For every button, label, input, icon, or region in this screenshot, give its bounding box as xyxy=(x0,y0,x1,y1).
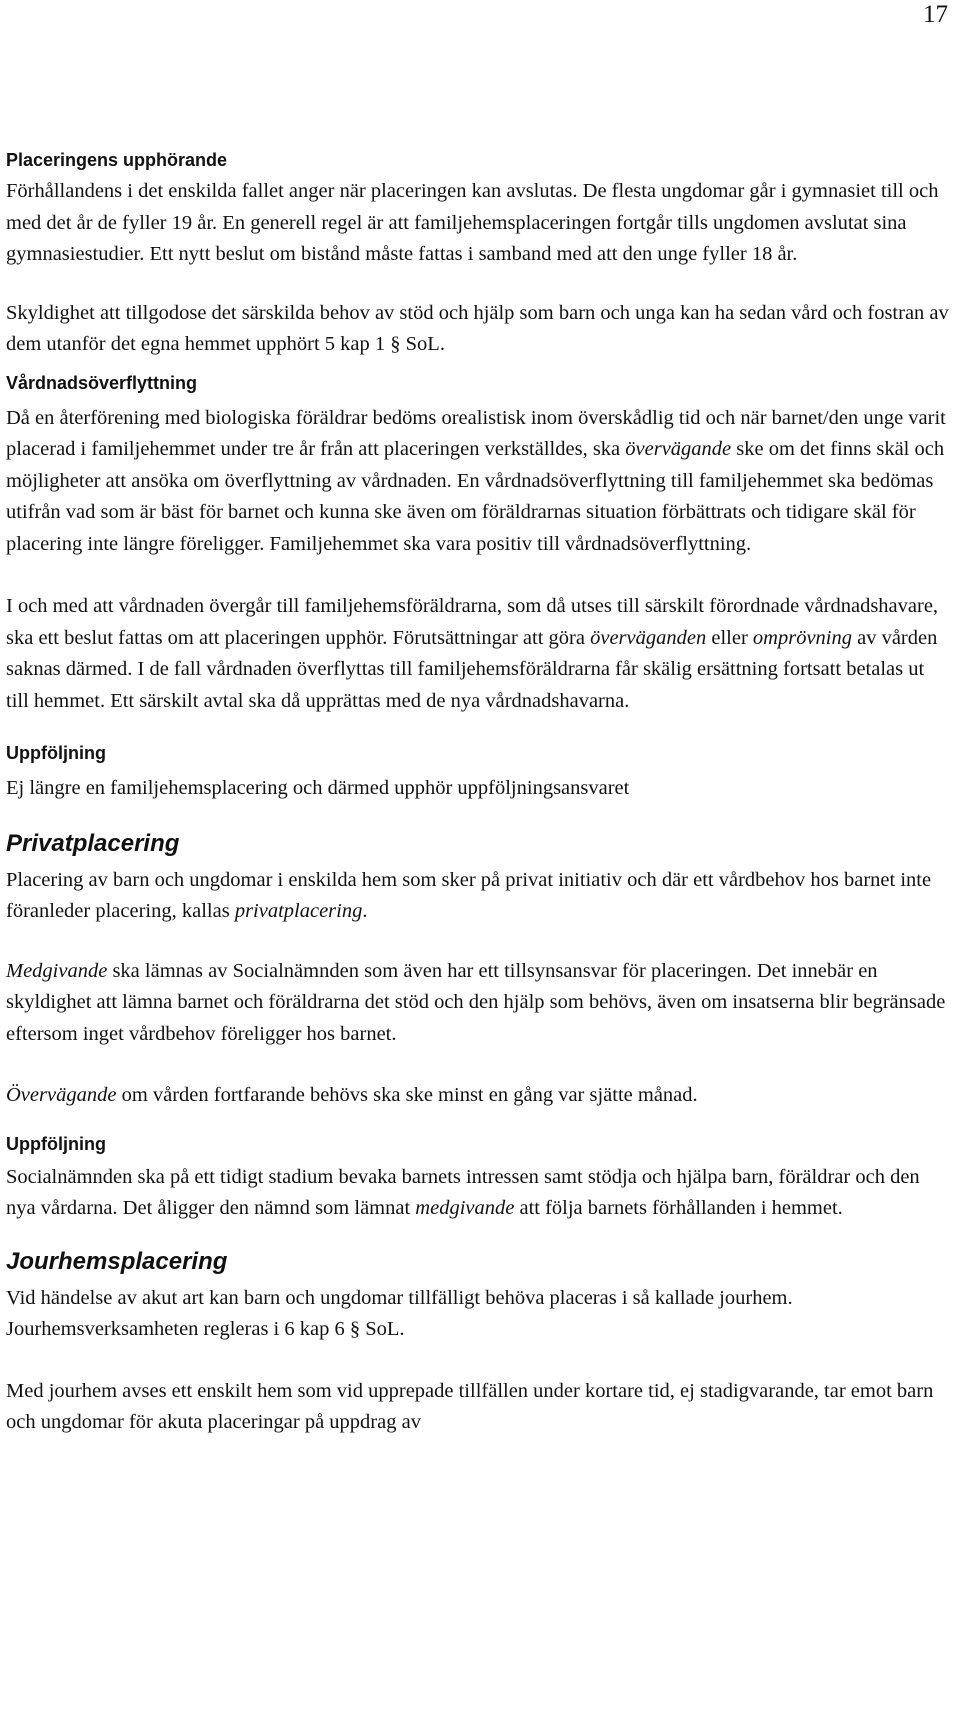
text-run: ska lämnas av Socialnämnden som även har ett tillsynsansvar för placeringen. Det innebär en skyldighet att lämna barnet och föräldrarna det stöd och den hjälp som behövs, även om insatserna blir begränsade eftersom inget vårdbehov föreligger hos barnet. xyxy=(6,959,946,1045)
text-run: . xyxy=(362,900,368,922)
paragraph xyxy=(6,956,950,1051)
text-run: eller xyxy=(706,626,753,649)
page-number: 17 xyxy=(923,1,948,28)
heading-uppfoljning: Uppföljning xyxy=(6,1133,106,1154)
text-run: av vården saknas därmed. I de fall vårdnaden överflyttas till familjehemsföräldrarna får skälig ersättning fortsatt betalas ut till hemmet. Ett särskilt avtal ska då upprättas med de nya vårdnadshavarna. xyxy=(6,626,938,712)
paragraph xyxy=(6,591,950,717)
section-uppfoljning xyxy=(6,741,950,805)
paragraph xyxy=(6,1080,950,1112)
heading-privatplacering: Privatplacering xyxy=(6,829,180,857)
section-uppfoljning-2 xyxy=(6,1132,950,1225)
paragraph xyxy=(6,865,950,928)
section-placeringens-upphorande xyxy=(6,148,950,361)
paragraph: Med jourhem avses ett enskilt hem som vid upprepade tillfällen under kortare tid, ej stadigvarande, tar emot barn och ungdomar för akuta placeringar på uppdrag av xyxy=(6,1379,934,1433)
paragraph: Ej längre en familjehemsplacering och därmed upphör uppföljningsansvaret xyxy=(6,777,630,799)
text-run: ske om det finns skäl och möjligheter att ansöka om överflyttning av vårdnaden. En vårdnadsöverflyttning till familjehemmet ska bedömas utifrån vad som är bäst för barnet och kunna ske även om föräldrarnas situation förbättrats och tidigare skäl för placering inte längre föreligger. Familjehemmet ska vara positiv till vårdnadsöverflyttning. xyxy=(6,438,945,555)
document-body xyxy=(6,148,950,1439)
text-run: I och med att vårdnaden övergår till familjehemsföräldrarna, som då utses till särskilt förordnade vårdnadshavare, ska ett beslut fattas om att placeringen upphör. Förutsättningar att göra xyxy=(6,595,939,649)
text-run: Då en återförening med biologiska föräldrar bedöms orealistisk inom överskådlig tid och när barnet/den unge varit placerad i familjehemmet under tre år från att placeringen verkställdes, ska xyxy=(6,406,946,460)
paragraph xyxy=(6,403,950,561)
text-run: att följa barnets förhållanden i hemmet. xyxy=(514,1197,843,1219)
heading-vardnadsoverflyttning: Vårdnadsöverflyttning xyxy=(6,372,198,393)
paragraph: Förhållandens i det enskilda fallet anger när placeringen kan avslutas. De flesta ungdomar går i gymnasiet till och med det år de fyller 19 år. En generell regel är att familjehemsplaceringen fortgår tills ungdomen avslutat sina gymnasiestudier. Ett nytt beslut om bistånd måste fattas i samband med att den unge fyller 18 år. xyxy=(6,180,939,265)
section-jourhemsplacering xyxy=(6,1247,950,1439)
heading-jourhemsplacering: Jourhemsplacering xyxy=(6,1247,228,1275)
paragraph: Vid händelse av akut art kan barn och ungdomar tillfälligt behöva placeras i så kallade jourhem. Jourhemsverksamheten regleras i 6 kap 6 § SoL. xyxy=(6,1286,793,1340)
paragraph xyxy=(6,1162,950,1225)
emphasis: medgivande xyxy=(415,1197,515,1219)
emphasis: övervägande xyxy=(625,438,732,460)
section-vardnadsoverflyttning xyxy=(6,371,950,718)
text-run: Placering av barn och ungdomar i enskilda hem som sker på privat initiativ och där ett vårdbehov hos barnet inte föranleder placering, kallas xyxy=(6,868,932,922)
emphasis: Övervägande xyxy=(6,1084,117,1106)
heading-uppfoljning: Uppföljning xyxy=(6,743,106,763)
heading-placeringens-upphorande: Placeringens upphörande xyxy=(6,150,228,170)
paragraph: Skyldighet att tillgodose det särskilda behov av stöd och hjälp som barn och unga kan ha sedan vård och fostran av dem utanför det egna hemmet upphört 5 kap 1 § SoL. xyxy=(6,301,949,355)
text-run: Socialnämnden ska på ett tidigt stadium bevaka barnets intressen samt stödja och hjälpa barn, föräldrar och den nya vårdarna. Det åligger den nämnd som lämnat xyxy=(6,1165,920,1219)
emphasis: privatplacering xyxy=(234,900,363,922)
emphasis: överväganden xyxy=(590,626,707,649)
text-run: om vården fortfarande behövs ska ske minst en gång var sjätte månad. xyxy=(116,1084,698,1106)
emphasis: Medgivande xyxy=(6,959,108,982)
emphasis: omprövning xyxy=(752,626,852,649)
section-privatplacering xyxy=(6,829,950,1112)
